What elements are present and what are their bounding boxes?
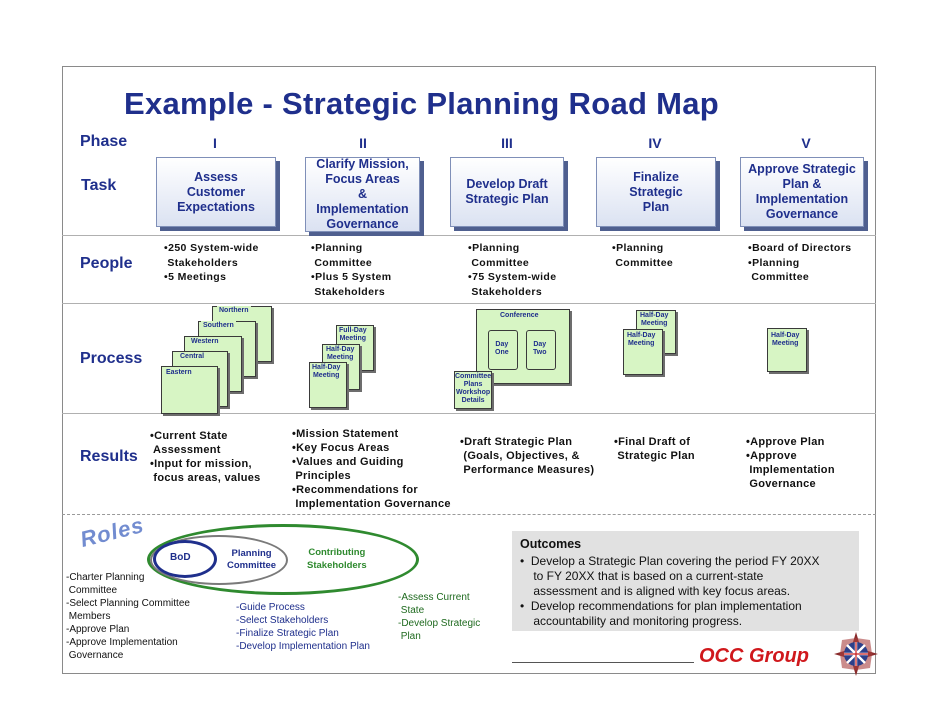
contributing-stakeholders-label: Contributing Stakeholders	[307, 547, 367, 571]
page-title: Example - Strategic Planning Road Map	[124, 86, 720, 121]
day-two-label: Day Two	[533, 341, 547, 356]
planning-committee-label: Planning Committee	[227, 548, 277, 571]
outcomes-panel	[512, 531, 859, 631]
committee-plans-label: Committee Plans Workshop Details	[455, 373, 492, 404]
meeting-label-full-day: Full-Day Meeting	[339, 327, 367, 342]
phase-1: I	[213, 135, 217, 151]
footer-line	[512, 662, 694, 663]
stakeholder-duties: -Assess Current State -Develop Strategic Plan	[398, 592, 481, 642]
phase-3: III	[501, 135, 513, 151]
meeting-label-half-day: Half-Day Meeting	[312, 364, 341, 379]
phase-2: II	[359, 135, 367, 151]
planning-duties: -Guide Process -Select Stakeholders -Finalize Strategic Plan -Develop Implementation Plan	[236, 602, 370, 652]
people-phase-5: •Board of Directors •Planning Committee	[748, 242, 852, 283]
results-phase-2: •Mission Statement •Key Focus Areas •Values and Guiding Principles •Recommendations for Implementation Governance	[292, 428, 451, 510]
results-phase-5: •Approve Plan •Approve Implementation Governance	[746, 436, 835, 490]
row-label-people: People	[80, 255, 133, 272]
meeting-label-half-day: Half-Day Meeting	[326, 346, 355, 361]
region-label-western: Western	[191, 338, 219, 345]
region-label-northern: Northern	[219, 307, 249, 314]
results-phase-3: •Draft Strategic Plan (Goals, Objectives, & Performance Measures)	[460, 436, 595, 476]
people-phase-2: •Planning Committee •Plus 5 System Stakeholders	[311, 242, 392, 298]
row-label-process: Process	[80, 350, 143, 367]
people-phase-3: •Planning Committee •75 System-wide Stakeholders	[468, 242, 557, 298]
brand-name: OCC Group	[699, 645, 809, 667]
row-label-phase: Phase	[80, 133, 128, 150]
row-divider	[62, 303, 876, 304]
meeting-label-half-day: Half-Day Meeting	[640, 312, 669, 327]
results-phase-4: •Final Draft of Strategic Plan	[614, 436, 695, 462]
roles-heading: Roles	[77, 512, 147, 553]
people-phase-4: •Planning Committee	[612, 242, 674, 269]
row-divider	[62, 235, 876, 236]
task-box-4: Finalize Strategic Plan	[596, 157, 716, 227]
region-label-eastern: Eastern	[166, 369, 192, 376]
people-phase-1: •250 System-wide Stakeholders •5 Meetings	[164, 242, 259, 283]
outcome-item: • Develop recommendations for plan implementation accountability and monitoring progress.	[520, 599, 802, 628]
region-label-central: Central	[180, 353, 205, 360]
task-box-5: Approve Strategic Plan & Implementation Governance	[740, 157, 864, 227]
bod-duties: -Charter Planning Committee -Select Planning Committee Members -Approve Plan -Approve Implementation Governance	[66, 572, 190, 661]
row-label-results: Results	[80, 448, 138, 465]
task-box-1: Assess Customer Expectations	[156, 157, 276, 227]
results-phase-1: •Current State Assessment •Input for mission, focus areas, values	[150, 430, 261, 484]
phase-5: V	[801, 135, 811, 151]
task-box-2: Clarify Mission, Focus Areas & Implementation Governance	[305, 157, 420, 232]
compass-logo-icon	[832, 630, 880, 678]
meeting-label-half-day: Half-Day Meeting	[771, 332, 800, 347]
region-label-southern: Southern	[203, 322, 234, 329]
row-label-task: Task	[81, 177, 117, 194]
bod-label: BoD	[170, 552, 191, 563]
outcome-item: • Develop a Strategic Plan covering the period FY 20XX to FY 20XX that is based on a current-state assessment and is aligned with key focus areas.	[520, 554, 820, 598]
task-box-3: Develop Draft Strategic Plan	[450, 157, 564, 227]
roles-divider	[62, 514, 876, 515]
meeting-label-half-day: Half-Day Meeting	[627, 332, 656, 347]
phase-4: IV	[648, 135, 662, 151]
day-one-label: Day One	[495, 341, 509, 356]
conference-label: Conference	[500, 312, 539, 319]
outcomes-title: Outcomes	[520, 537, 582, 551]
